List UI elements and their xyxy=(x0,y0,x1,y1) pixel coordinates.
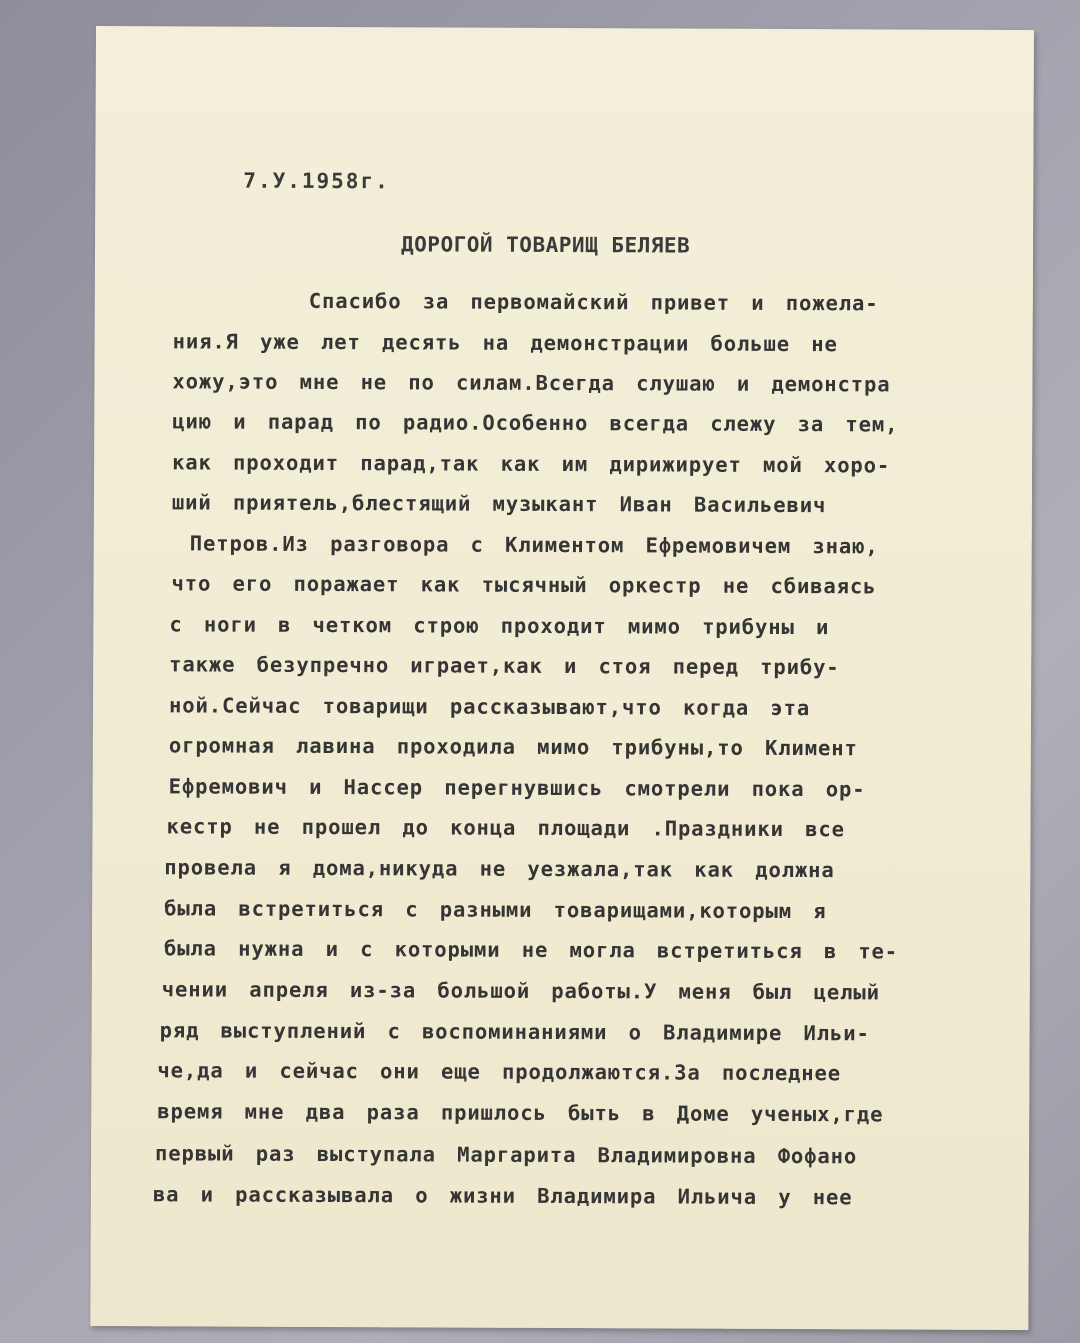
letter-heading: ДОРОГОЙ ТОВАРИЩ БЕЛЯЕВ xyxy=(400,232,691,258)
letter-line-14: кестр не прошел до конца площади .Праздники все xyxy=(166,814,845,842)
letter-line-15: провела я дома,никуда не уезжала,так как должна xyxy=(164,855,835,883)
letter-line-1: Спасибо за первомайский привет и пожела- xyxy=(308,288,879,316)
letter-line-4: цию и парад по радио.Особенно всегда слежу за тем, xyxy=(172,409,899,437)
letter-line-22: первый раз выступала Маргарита Владимировна Фофано xyxy=(155,1141,858,1169)
letter-line-12: огромная лавина проходила мимо трибуны,то Климент xyxy=(168,733,858,761)
letter-line-23: ва и рассказывала о жизни Владимира Ильича у нее xyxy=(152,1182,853,1210)
letter-line-21: время мне два раза пришлось быть в Доме ученых,где xyxy=(157,1099,884,1127)
letter-line-3: хожу,это мне не по силам.Всегда слушаю и демонстра xyxy=(172,369,891,397)
letter-line-17: была нужна и с которыми не могла встретиться в те- xyxy=(163,936,899,964)
letter-line-9: с ноги в четком строю проходит мимо трибуны и xyxy=(169,612,830,640)
letter-line-8: что его поражает как тысячный оркестр не сбиваясь xyxy=(171,571,877,599)
letter-line-6: ший приятель,блестящий музыкант Иван Васильевич xyxy=(171,490,827,518)
letter-line-20: че,да и сейчас они еще продолжаются.За последнее xyxy=(157,1058,842,1086)
letter-line-16: была встретиться с разными товарищами,которым я xyxy=(164,896,827,924)
letter-line-11: ной.Сейчас товарищи рассказывают,что когда эта xyxy=(168,693,811,721)
letter-line-5: как проходит парад,так как им дирижирует мой хоро- xyxy=(172,450,891,478)
typewritten-letter-page xyxy=(90,26,1034,1330)
letter-line-18: чении апреля из-за большой работы.У меня был целый xyxy=(161,977,880,1005)
letter-line-19: ряд выступлений с воспоминаниями о Владимире Ильи- xyxy=(159,1018,870,1046)
letter-line-7: Петров.Из разговора с Климентом Ефремовичем знаю, xyxy=(189,531,879,559)
letter-line-13: Ефремович и Нассер перегнувшись смотрели пока ор- xyxy=(168,774,866,802)
letter-line-10: также безупречно играет,как и стоя перед трибу- xyxy=(169,652,840,680)
letter-line-2: ния.Я уже лет десять на демонстрации больше не xyxy=(172,329,838,357)
letter-date: 7.У.1958г. xyxy=(243,168,390,194)
